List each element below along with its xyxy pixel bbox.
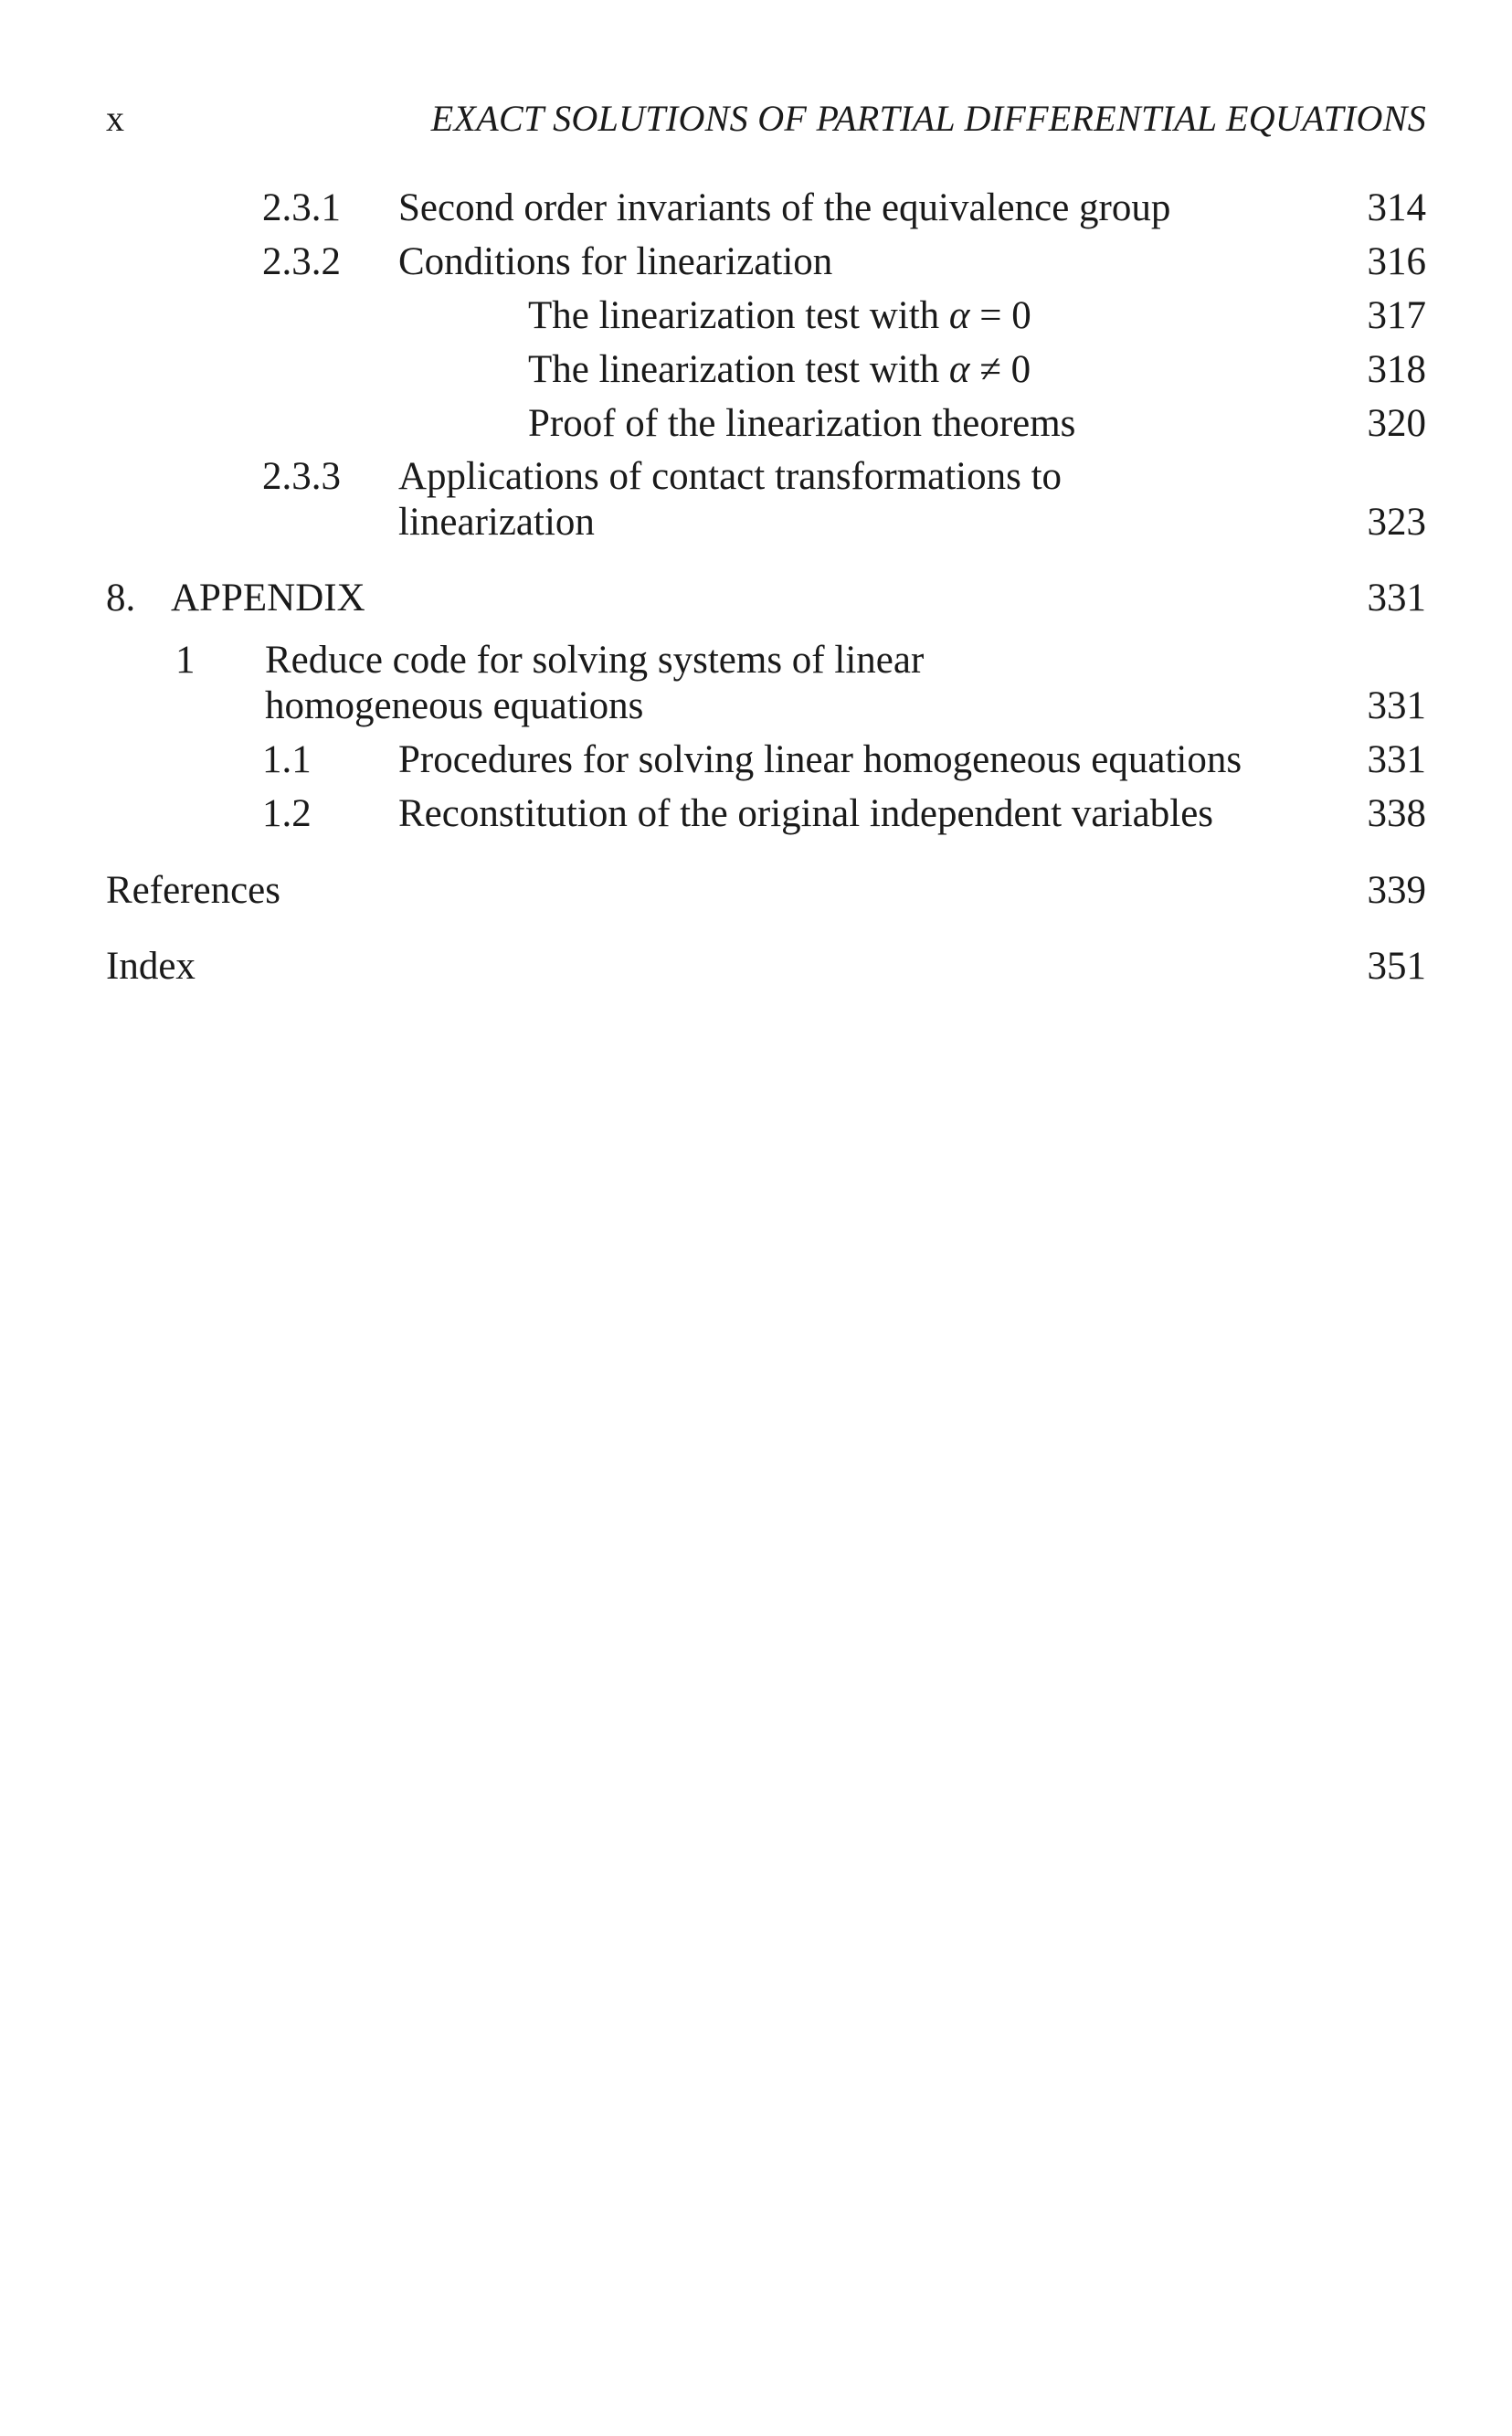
toc-section-number: 1.2 (262, 792, 312, 835)
toc-section-number: 1.1 (262, 738, 312, 781)
toc-page-number: 331 (1367, 684, 1426, 727)
toc-section-number: 2.3.1 (262, 186, 341, 229)
toc-page-number: 338 (1367, 792, 1426, 835)
alpha-symbol: α (948, 294, 970, 337)
toc-title: Applications of contact transformations to (398, 455, 1063, 498)
toc-entry[interactable] (0, 454, 1512, 500)
toc-section-number: 2.3.2 (262, 240, 341, 283)
toc-entry[interactable] (0, 791, 1512, 837)
toc-entry[interactable] (0, 239, 1512, 285)
toc-section-number: 1 (175, 639, 196, 682)
toc-title-relation: = 0 (969, 294, 1031, 337)
toc-page-number: 331 (1367, 738, 1426, 781)
toc-title: Index (106, 945, 196, 988)
toc-entry[interactable] (0, 737, 1512, 783)
alpha-symbol: α (948, 348, 970, 391)
toc-page-number: 314 (1367, 186, 1426, 229)
toc-chapter-entry[interactable] (0, 576, 1512, 621)
toc-entry-index[interactable] (0, 944, 1512, 990)
toc-title-continuation: homogeneous equations (265, 684, 644, 727)
toc-title-text: The linearization test with (528, 294, 949, 337)
toc-chapter-number: 8. (106, 577, 136, 620)
toc-title: Proof of the linearization theorems (528, 402, 1076, 445)
toc-title-relation: ≠ 0 (969, 348, 1031, 391)
toc-entry[interactable] (0, 347, 1512, 393)
toc-page-number: 316 (1367, 240, 1426, 283)
toc-title (528, 293, 1031, 339)
toc-section-number: 2.3.3 (262, 455, 341, 498)
toc-title-continuation: linearization (398, 501, 595, 544)
toc-title: Second order invariants of the equivalence group (398, 186, 1171, 229)
toc-chapter-title: APPENDIX (171, 577, 365, 620)
header-page-number: x (106, 98, 124, 139)
toc-page-number: 317 (1367, 294, 1426, 337)
toc-entry[interactable] (0, 638, 1512, 683)
toc-entry[interactable] (0, 401, 1512, 447)
toc-entry-continuation[interactable] (0, 500, 1512, 545)
toc-title-text: The linearization test with (528, 348, 949, 391)
toc-title (528, 347, 1031, 393)
toc-entry-references[interactable] (0, 868, 1512, 914)
toc-entry-continuation[interactable] (0, 683, 1512, 729)
toc-page-number: 351 (1367, 945, 1426, 988)
toc-page-number: 320 (1367, 402, 1426, 445)
toc-entry[interactable] (0, 185, 1512, 231)
toc-title: Reconstitution of the original independent variables (398, 792, 1214, 835)
toc-page-number: 323 (1367, 501, 1426, 544)
toc-page-number: 331 (1367, 577, 1426, 620)
toc-title: Reduce code for solving systems of linear (265, 639, 925, 682)
toc-title: Procedures for solving linear homogeneous equations (398, 738, 1242, 781)
toc-page-number: 318 (1367, 348, 1426, 391)
toc-page-number: 339 (1367, 869, 1426, 912)
toc-entry[interactable] (0, 293, 1512, 339)
toc-title: References (106, 869, 280, 912)
toc-title: Conditions for linearization (398, 240, 833, 283)
running-head: EXACT SOLUTIONS OF PARTIAL DIFFERENTIAL EQUATIONS (430, 98, 1426, 139)
